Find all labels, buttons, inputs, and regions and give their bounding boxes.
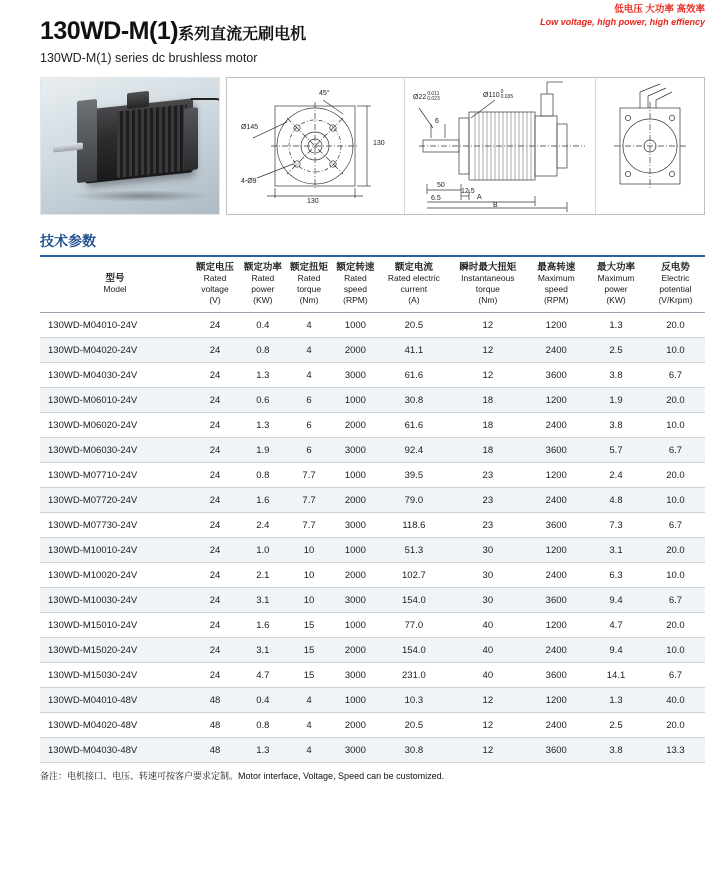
table-row: [40, 738, 705, 763]
cell-value: 24: [190, 363, 240, 388]
cell-value: 10.3: [378, 688, 449, 713]
cell-value: 0.6: [240, 388, 286, 413]
cell-model: 130WD-M15010-24V: [40, 613, 190, 638]
cell-value: 6: [286, 413, 333, 438]
dim-shaft-tol-dn: 0.023: [427, 96, 440, 102]
cell-value: 154.0: [378, 588, 449, 613]
dim-shaft-dia-value: Ø22: [413, 93, 427, 101]
cell-value: 24: [190, 563, 240, 588]
col-rated-current: [378, 257, 449, 313]
col-max-power-unit: (KW): [606, 295, 626, 305]
rear-view-svg: [596, 78, 704, 214]
dim-shaft-tol-up: 0.011: [427, 91, 440, 97]
table-row: [40, 388, 705, 413]
table-row: [40, 438, 705, 463]
table-row: [40, 463, 705, 488]
cell-value: 20.0: [646, 713, 705, 738]
drawing-front-view: [227, 78, 405, 214]
title-model: 130WD-M(1): [40, 17, 179, 45]
cell-value: 2.5: [586, 338, 646, 363]
dim-pilot-tol-dn: 0.035: [500, 94, 514, 100]
cell-model: 130WD-M10020-24V: [40, 563, 190, 588]
cell-value: 92.4: [378, 438, 449, 463]
table-row: [40, 488, 705, 513]
motor-wires: [191, 98, 220, 124]
col-rated-torque-unit: (Nm): [299, 295, 319, 305]
dim-shaft-diameter: [413, 92, 440, 102]
cell-value: 6.7: [646, 513, 705, 538]
cell-value: 24: [190, 388, 240, 413]
tagline: [540, 4, 705, 28]
cell-value: 3.8: [586, 363, 646, 388]
title-series: 系列直流无刷电机: [178, 26, 307, 43]
cell-value: 6.7: [646, 588, 705, 613]
dim-len-b: B: [493, 202, 498, 209]
col-back-emf-unit: (V/Krpm): [658, 295, 693, 305]
cell-value: 3.8: [586, 738, 646, 763]
cell-value: 1000: [332, 313, 378, 338]
cell-value: 2000: [332, 713, 378, 738]
col-max-power-cn: 最大功率: [597, 262, 636, 273]
col-rated-torque: [286, 257, 333, 313]
cell-value: 1.6: [240, 488, 286, 513]
cell-value: 6.7: [646, 438, 705, 463]
cell-value: 10: [286, 588, 333, 613]
col-rated-voltage-en: Rated voltage: [201, 273, 229, 294]
cell-value: 30: [449, 563, 526, 588]
cell-model: 130WD-M04030-48V: [40, 738, 190, 763]
table-row: [40, 638, 705, 663]
cell-value: 12: [449, 313, 526, 338]
cell-value: 12: [449, 713, 526, 738]
cell-value: 7.7: [286, 513, 333, 538]
cell-value: 24: [190, 463, 240, 488]
cell-value: 1.9: [240, 438, 286, 463]
drawing-side-view: [405, 78, 596, 214]
cell-value: 1.3: [586, 313, 646, 338]
cell-value: 1200: [526, 463, 586, 488]
cell-value: 2000: [332, 338, 378, 363]
cell-value: 10.0: [646, 488, 705, 513]
cell-value: 14.1: [586, 663, 646, 688]
cell-value: 3600: [526, 513, 586, 538]
cell-value: 13.3: [646, 738, 705, 763]
cell-value: 24: [190, 313, 240, 338]
cell-value: 1.6: [240, 613, 286, 638]
cell-value: 1200: [526, 313, 586, 338]
cell-value: 20.5: [378, 713, 449, 738]
dim-len-50: 50: [437, 182, 445, 189]
dim-holes: 4-Ø9: [241, 178, 257, 185]
cell-value: 1.3: [240, 413, 286, 438]
technical-drawings: [226, 77, 705, 215]
cell-value: 1000: [332, 613, 378, 638]
section-title: 技术参数: [40, 233, 96, 249]
cell-value: 24: [190, 438, 240, 463]
table-row: [40, 513, 705, 538]
tagline-line1: 低电压 大功率 高效率: [614, 4, 705, 15]
cell-model: 130WD-M15020-24V: [40, 638, 190, 663]
dim-height: 130: [373, 140, 385, 147]
col-max-power: [586, 257, 646, 313]
cell-value: 3000: [332, 588, 378, 613]
cell-value: 30.8: [378, 738, 449, 763]
col-rated-torque-en: Rated torque: [296, 273, 322, 294]
cell-value: 20.5: [378, 313, 449, 338]
cell-value: 1200: [526, 538, 586, 563]
cell-value: 0.4: [240, 313, 286, 338]
cell-value: 1000: [332, 388, 378, 413]
cell-value: 4: [286, 738, 333, 763]
cell-value: 4: [286, 363, 333, 388]
cell-value: 0.8: [240, 338, 286, 363]
dim-len-6-5: 6.5: [431, 195, 441, 202]
cell-value: 10.0: [646, 413, 705, 438]
cell-value: 24: [190, 538, 240, 563]
dim-key: 6: [435, 118, 439, 125]
dim-angle: 45°: [319, 90, 330, 97]
col-max-speed-unit: (RPM): [543, 295, 569, 305]
col-rated-voltage-cn: 额定电压: [195, 262, 234, 273]
cell-value: 3.1: [586, 538, 646, 563]
cell-value: 9.4: [586, 588, 646, 613]
cell-value: 79.0: [378, 488, 449, 513]
cell-value: 3.1: [240, 638, 286, 663]
cell-value: 24: [190, 338, 240, 363]
cell-value: 1.3: [586, 688, 646, 713]
col-rated-current-cn: 额定电流: [394, 262, 433, 273]
cell-value: 2000: [332, 488, 378, 513]
col-rated-power-cn: 额定功率: [243, 262, 282, 273]
cell-model: 130WD-M04010-48V: [40, 688, 190, 713]
col-max-speed-en: Maximum speed: [537, 273, 575, 294]
col-rated-power: [240, 257, 286, 313]
col-rated-voltage-unit: (V): [209, 295, 221, 305]
cell-value: 7.3: [586, 513, 646, 538]
col-instantaneous-torque-unit: (Nm): [478, 295, 498, 305]
cell-value: 15: [286, 663, 333, 688]
col-max-speed-cn: 最高转速: [537, 262, 576, 273]
cell-value: 3600: [526, 438, 586, 463]
cell-value: 1.3: [240, 738, 286, 763]
cell-model: 130WD-M07710-24V: [40, 463, 190, 488]
cell-value: 48: [190, 688, 240, 713]
cell-value: 24: [190, 638, 240, 663]
cell-value: 24: [190, 613, 240, 638]
cell-value: 2000: [332, 563, 378, 588]
col-rated-voltage: [190, 257, 240, 313]
col-model-en: Model: [103, 284, 127, 294]
cell-value: 40.0: [646, 688, 705, 713]
cell-value: 2400: [526, 563, 586, 588]
cell-value: 0.4: [240, 688, 286, 713]
cell-model: 130WD-M07720-24V: [40, 488, 190, 513]
cell-value: 4: [286, 713, 333, 738]
cell-value: 2.5: [586, 713, 646, 738]
cell-value: 9.4: [586, 638, 646, 663]
motor-connector: [127, 91, 149, 109]
cell-value: 20.0: [646, 613, 705, 638]
cell-value: 23: [449, 513, 526, 538]
dim-pilot-diameter: [483, 90, 513, 100]
cell-value: 4.7: [240, 663, 286, 688]
cell-value: 2000: [332, 413, 378, 438]
cell-model: 130WD-M04020-24V: [40, 338, 190, 363]
cell-value: 4.7: [586, 613, 646, 638]
col-back-emf-cn: 反电势: [661, 262, 690, 273]
col-instantaneous-torque-cn: 瞬时最大扭矩: [459, 262, 517, 273]
table-row: [40, 613, 705, 638]
cell-value: 41.1: [378, 338, 449, 363]
cell-value: 1000: [332, 463, 378, 488]
cell-value: 6.7: [646, 663, 705, 688]
cell-value: 10.0: [646, 638, 705, 663]
cell-value: 7.7: [286, 463, 333, 488]
page-subtitle: 130WD-M(1) series dc brushless motor: [40, 51, 258, 65]
dim-outer-diameter: Ø145: [241, 124, 259, 131]
col-rated-power-en: Rated power: [251, 273, 275, 294]
motor-photo: [40, 77, 220, 215]
spec-section: [40, 231, 705, 763]
cell-value: 4.8: [586, 488, 646, 513]
table-row: [40, 713, 705, 738]
col-max-speed: [526, 257, 586, 313]
cell-value: 7.7: [286, 488, 333, 513]
cell-value: 61.6: [378, 413, 449, 438]
cell-value: 3600: [526, 738, 586, 763]
cell-value: 154.0: [378, 638, 449, 663]
drawing-rear-view: [596, 78, 704, 214]
cell-model: 130WD-M04020-48V: [40, 713, 190, 738]
col-rated-speed-unit: (RPM): [343, 295, 368, 305]
cell-value: 12: [449, 688, 526, 713]
cell-value: 3000: [332, 663, 378, 688]
cell-model: 130WD-M04030-24V: [40, 363, 190, 388]
cell-value: 10.0: [646, 338, 705, 363]
cell-value: 10.0: [646, 563, 705, 588]
photo-shadow: [71, 190, 211, 202]
cell-value: 102.7: [378, 563, 449, 588]
cell-value: 48: [190, 738, 240, 763]
tagline-line2: Low voltage, high power, high effiency: [540, 17, 705, 27]
dim-len-12-5: 12.5: [461, 188, 475, 195]
dim-len-a: A: [477, 194, 482, 201]
cell-value: 51.3: [378, 538, 449, 563]
spec-header-row: [40, 257, 705, 313]
table-row: [40, 413, 705, 438]
cell-value: 3.8: [586, 413, 646, 438]
col-rated-speed-en: Rated speed: [343, 273, 367, 294]
cell-value: 2400: [526, 413, 586, 438]
table-row: [40, 363, 705, 388]
cell-value: 2400: [526, 713, 586, 738]
cell-value: 20.0: [646, 538, 705, 563]
cell-value: 30: [449, 538, 526, 563]
col-rated-power-unit: (KW): [253, 295, 273, 305]
cell-value: 3000: [332, 738, 378, 763]
cell-model: 130WD-M06010-24V: [40, 388, 190, 413]
cell-value: 3600: [526, 663, 586, 688]
spec-table-body: [40, 313, 705, 763]
cell-value: 18: [449, 413, 526, 438]
cell-model: 130WD-M07730-24V: [40, 513, 190, 538]
col-model: [40, 257, 190, 313]
col-back-emf-en: Electric potential: [659, 273, 692, 294]
cell-value: 10: [286, 563, 333, 588]
table-row: [40, 538, 705, 563]
col-back-emf: [646, 257, 705, 313]
cell-model: 130WD-M10010-24V: [40, 538, 190, 563]
cell-value: 23: [449, 463, 526, 488]
cell-value: 40: [449, 663, 526, 688]
cell-value: 2.1: [240, 563, 286, 588]
cell-value: 6: [286, 438, 333, 463]
dim-pilot-dia-value: Ø110: [483, 91, 500, 99]
cell-value: 20.0: [646, 463, 705, 488]
table-row: [40, 663, 705, 688]
cell-value: 12: [449, 338, 526, 363]
cell-value: 1.3: [240, 363, 286, 388]
cell-value: 2.4: [240, 513, 286, 538]
col-rated-current-unit: (A): [408, 295, 420, 305]
cell-value: 12: [449, 738, 526, 763]
cell-value: 3600: [526, 588, 586, 613]
cell-value: 15: [286, 613, 333, 638]
cell-value: 24: [190, 488, 240, 513]
cell-value: 3000: [332, 438, 378, 463]
cell-model: 130WD-M04010-24V: [40, 313, 190, 338]
col-max-power-en: Maximum power: [597, 273, 635, 294]
cell-value: 30.8: [378, 388, 449, 413]
cell-value: 3.1: [240, 588, 286, 613]
cell-value: 24: [190, 663, 240, 688]
cell-value: 61.6: [378, 363, 449, 388]
motor-fins: [117, 104, 187, 177]
spec-table: [40, 257, 705, 763]
cell-value: 4: [286, 688, 333, 713]
col-model-cn: 型号: [105, 273, 125, 284]
spec-table-head: [40, 257, 705, 313]
cell-value: 20.0: [646, 388, 705, 413]
cell-value: 6.3: [586, 563, 646, 588]
cell-value: 0.8: [240, 463, 286, 488]
cell-value: 23: [449, 488, 526, 513]
cell-value: 18: [449, 388, 526, 413]
cell-value: 24: [190, 513, 240, 538]
cell-model: 130WD-M06030-24V: [40, 438, 190, 463]
table-row: [40, 338, 705, 363]
col-rated-speed: [332, 257, 378, 313]
col-rated-current-en: Rated electric current: [387, 273, 440, 294]
cell-value: 77.0: [378, 613, 449, 638]
motor-flange: [77, 99, 97, 183]
dim-width: 130: [307, 198, 319, 205]
cell-value: 231.0: [378, 663, 449, 688]
cell-value: 40: [449, 613, 526, 638]
cell-value: 5.7: [586, 438, 646, 463]
cell-value: 40: [449, 638, 526, 663]
col-instantaneous-torque: [449, 257, 526, 313]
cell-model: 130WD-M10030-24V: [40, 588, 190, 613]
cell-value: 39.5: [378, 463, 449, 488]
cell-value: 2.4: [586, 463, 646, 488]
table-row: [40, 688, 705, 713]
cell-value: 18: [449, 438, 526, 463]
dim-pilot-tol-up: 0: [500, 89, 504, 95]
cell-value: 2400: [526, 638, 586, 663]
cell-value: 15: [286, 638, 333, 663]
cell-value: 118.6: [378, 513, 449, 538]
cell-value: 24: [190, 588, 240, 613]
cell-value: 6.7: [646, 363, 705, 388]
cell-value: 3000: [332, 363, 378, 388]
col-rated-speed-cn: 额定转速: [336, 262, 375, 273]
cell-value: 30: [449, 588, 526, 613]
col-rated-torque-cn: 额定扭矩: [290, 262, 329, 273]
cell-model: 130WD-M15030-24V: [40, 663, 190, 688]
cell-value: 24: [190, 413, 240, 438]
cell-model: 130WD-M06020-24V: [40, 413, 190, 438]
cell-value: 1200: [526, 613, 586, 638]
cell-value: 1.0: [240, 538, 286, 563]
cell-value: 48: [190, 713, 240, 738]
cell-value: 1200: [526, 688, 586, 713]
cell-value: 2000: [332, 638, 378, 663]
table-row: [40, 313, 705, 338]
cell-value: 4: [286, 313, 333, 338]
cell-value: 3600: [526, 363, 586, 388]
cell-value: 0.8: [240, 713, 286, 738]
cell-value: 1000: [332, 688, 378, 713]
cell-value: 1200: [526, 388, 586, 413]
cell-value: 12: [449, 363, 526, 388]
cell-value: 1000: [332, 538, 378, 563]
cell-value: 10: [286, 538, 333, 563]
cell-value: 2400: [526, 338, 586, 363]
illustration-row: [40, 77, 705, 215]
cell-value: 3000: [332, 513, 378, 538]
table-row: [40, 563, 705, 588]
cell-value: 20.0: [646, 313, 705, 338]
col-instantaneous-torque-en: Instantaneous torque: [461, 273, 515, 294]
table-row: [40, 588, 705, 613]
footnote: 备注：电机接口、电压、转速可按客户要求定制。Motor interface, Voltage, Speed can be customized.: [40, 771, 445, 781]
cell-value: 6: [286, 388, 333, 413]
cell-value: 1.9: [586, 388, 646, 413]
cell-value: 2400: [526, 488, 586, 513]
cell-value: 4: [286, 338, 333, 363]
